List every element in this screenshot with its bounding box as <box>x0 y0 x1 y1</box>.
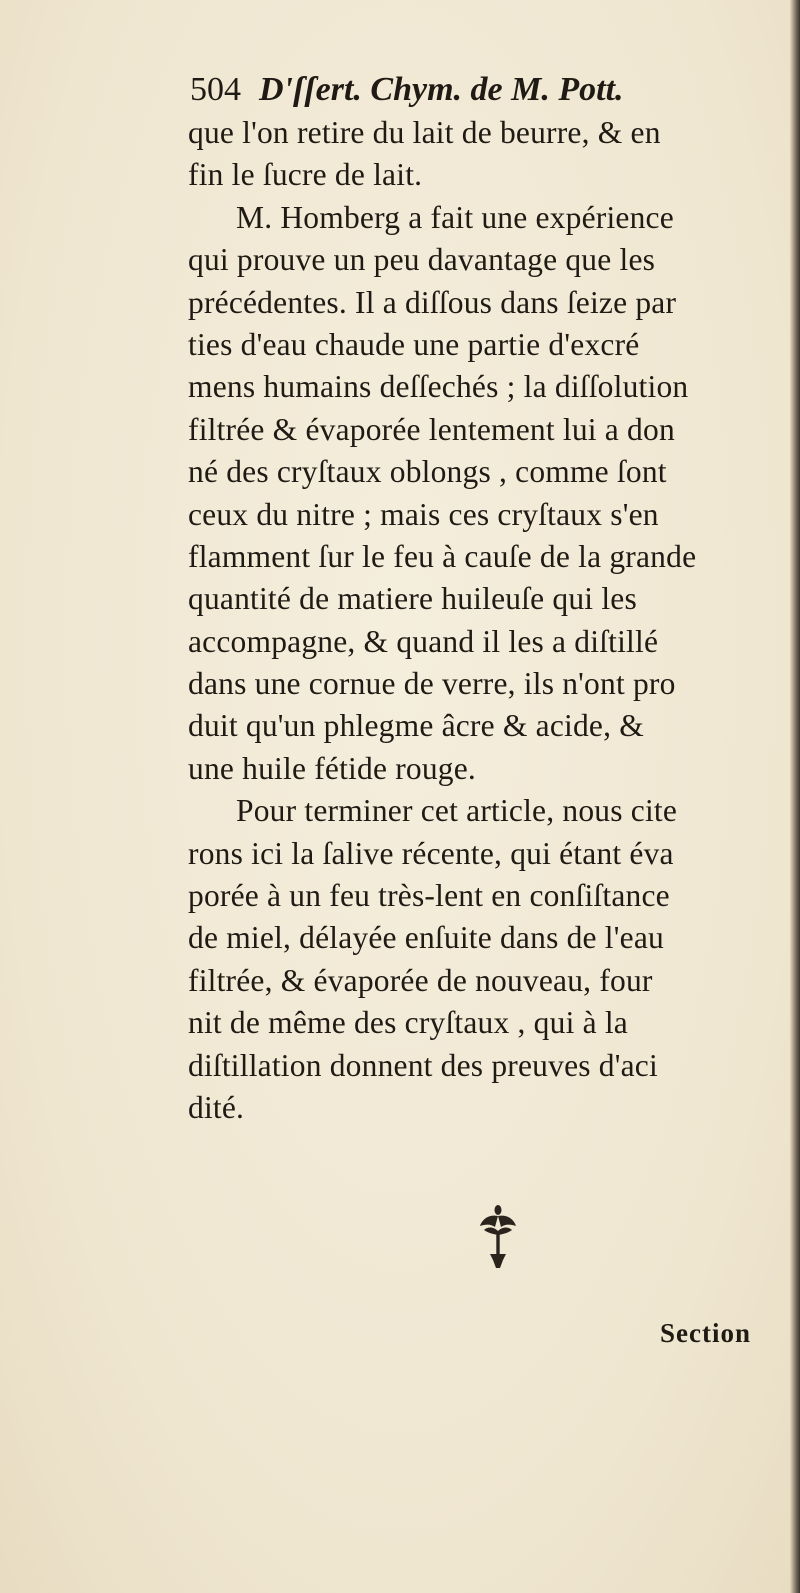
text-line: dité. <box>188 1089 245 1125</box>
text-line: filtrée, & évaporée de nouveau, four <box>188 962 653 998</box>
text-line: une huile fétide rouge. <box>188 750 476 786</box>
text-line: qui prouve un peu davantage que les <box>188 242 656 278</box>
text-line: diſtillation donnent des preuves d'aci <box>188 1047 658 1083</box>
text-line: porée à un feu très-lent en conſiſtance <box>188 878 670 914</box>
paragraph-first-line: M. Homberg a fait une expérience <box>236 199 674 235</box>
text-line: accompagne, & quand il les a diſtillé <box>188 623 659 659</box>
text-line: né des cryſtaux oblongs , comme ſont <box>188 454 667 490</box>
text-line: mens humains deſſechés ; la diſſolution <box>188 369 689 405</box>
page-gutter-shadow <box>790 0 800 1593</box>
text-line: dans une cornue de verre, ils n'ont pro <box>188 666 676 702</box>
page-header <box>190 66 720 114</box>
text-line: fin le ſucre de lait. <box>188 157 423 193</box>
text-line: duit qu'un phlegme âcre & acide, & <box>188 708 644 744</box>
paragraph-first-line: Pour terminer cet article, nous cite <box>236 793 678 829</box>
body-text <box>188 112 778 1129</box>
text-line: que l'on retire du lait de beurre, & en <box>188 115 661 150</box>
text-line: nit de même des cryſtaux , qui à la <box>188 1005 628 1041</box>
text-line: ceux du nitre ; mais ces cryſtaux s'en <box>188 496 659 532</box>
text-line: précédentes. Il a diſſous dans ſeize par <box>188 284 677 320</box>
text-line: flamment ſur le feu à cauſe de la grande <box>188 538 697 574</box>
text-line: filtrée & évaporée lentement lui a don <box>188 411 675 447</box>
running-head: D'ſſert. Chym. de M. Pott. <box>259 71 624 108</box>
text-line: de miel, délayée enſuite dans de l'eau <box>188 920 664 956</box>
text-line: rons ici la ſalive récente, qui étant éva <box>188 835 674 871</box>
text-line: quantité de matiere huileuſe qui les <box>188 581 637 617</box>
catchword: Section <box>660 1318 751 1348</box>
text-line: ties d'eau chaude une partie d'excré <box>188 326 640 362</box>
fleuron-icon <box>478 1202 518 1272</box>
page-number: 504 <box>190 71 241 108</box>
